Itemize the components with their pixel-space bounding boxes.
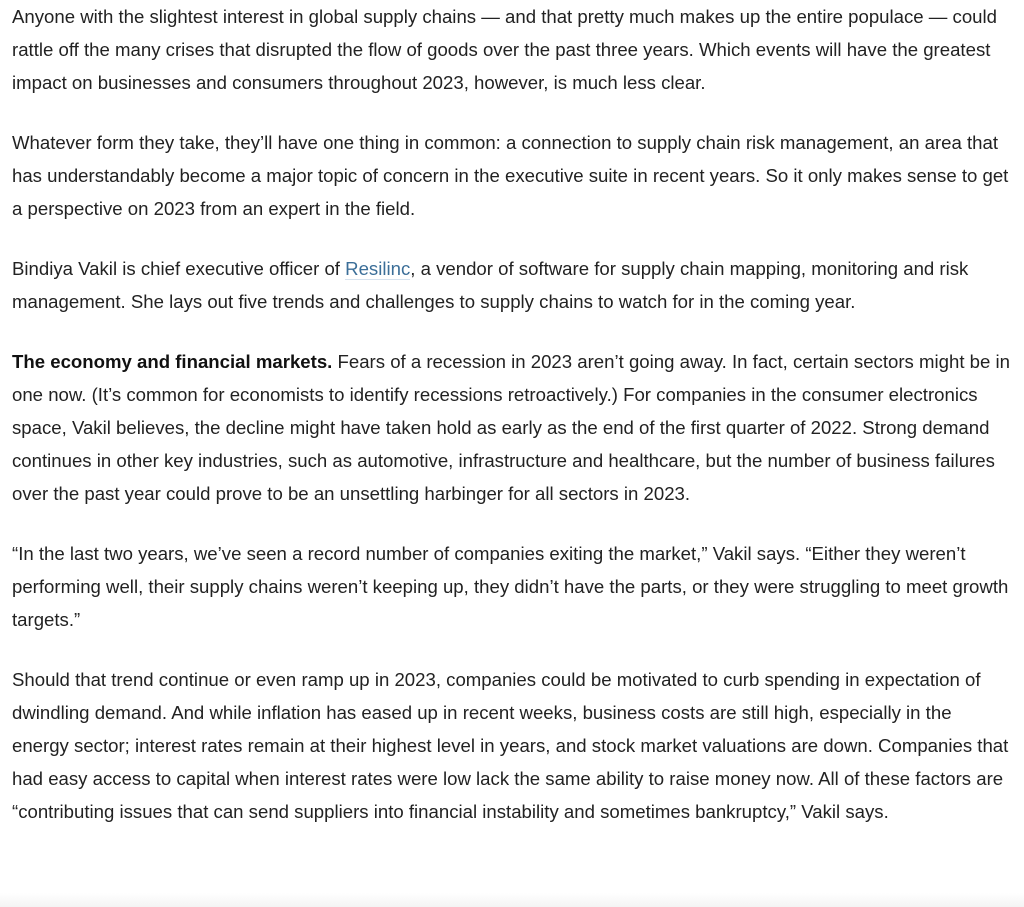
bottom-fade-divider (0, 893, 1024, 907)
paragraph-intro: Anyone with the slightest interest in global supply chains — and that pretty much makes up the entire populace — could rattle off the many crises that disrupted the flow of goods over the past three years. Which events will have the greatest impact on businesses and consumers throughout 2023, however, is much less clear. (12, 6, 997, 93)
paragraph-vakil-text-before: Bindiya Vakil is chief executive officer of (12, 258, 346, 279)
paragraph-economy-body: Fears of a recession in 2023 aren’t going away. In fact, certain sectors might be in one now. (It’s common for economists to identify recessions retroactively.) For companies in the consumer electronics space, Vakil believes, the decline might have taken hold as early as the end of the first quarter of 2022. Strong demand continues in other key industries, such as automotive, infrastructure and healthcare, but the number of business failures over the past year could prove to be an unsettling harbinger for all sectors in 2023. (12, 351, 1010, 504)
paragraph-vakil-text-after: , a vendor of software for supply chain mapping, monitoring and risk management. She lays out five trends and challenges to supply chains to watch for in the coming year. (12, 258, 969, 312)
paragraph-vakil-intro (12, 252, 1012, 318)
paragraph-vakil-quote: “In the last two years, we’ve seen a record number of companies exiting the market,” Vakil says. “Either they weren’t performing well, their supply chains weren’t keeping up, they didn’t have the parts, or they were struggling to meet growth targets.” (12, 543, 1009, 630)
section-lead-economy: The economy and financial markets. (12, 351, 333, 372)
paragraph-economy (12, 345, 1012, 510)
paragraph-trend-outlook: Should that trend continue or even ramp up in 2023, companies could be motivated to curb spending in expectation of dwindling demand. And while inflation has eased up in recent weeks, business costs are still high, especially in the energy sector; interest rates remain at their highest level in years, and stock market valuations are down. Companies that had easy access to capital when interest rates were low lack the same ability to raise money now. All of these factors are “contributing issues that can send suppliers into financial instability and sometimes bankruptcy,” Vakil says. (12, 669, 1009, 822)
resilinc-link[interactable]: Resilinc (345, 258, 411, 279)
article-body (12, 0, 1012, 855)
paragraph-risk-management: Whatever form they take, they’ll have one thing in common: a connection to supply chain risk management, an area that has understandably become a major topic of concern in the executive suite in recent years. So it only makes sense to get a perspective on 2023 from an expert in the field. (12, 132, 1009, 219)
